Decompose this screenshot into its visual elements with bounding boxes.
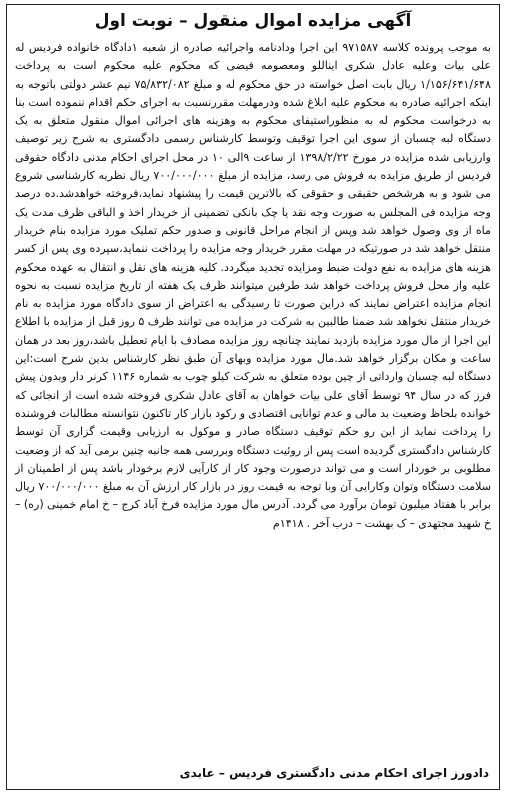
notice-signature: دادورز اجرای احکام مدنی دادگستری فردیس – عابدی — [179, 766, 489, 780]
notice-title: آگهی مزایده اموال منقول – نوبت اول — [94, 11, 412, 31]
notice-body: به موجب پرونده کلاسه ۹۷۱۵۸۷ این اجرا ودادنامه واجرائیه صادره از شعبه ۱دادگاه خانواده فردیس له علی بیات وعلیه عادل شکری ایناللو ومعصومه فیضی که محکوم علیه محکوم است به پرداخت ۱/۱۵۶/۶۴۱/۶۴۸ ریال بابت اصل خواسته در حق محکوم له و مبلغ ۷۵/۸۳۲/۰۸۲ نیم عشر دولتی باتوجه به اینکه اجرائیه صادره به محکوم علیه ابلاغ شده ودرمهلت مقررنسبت به اجرای حکم اقدام ننموده است بنا به درخواست محکوم له به منظوراستیفای محکوم به وهزینه های اجرائی اموال منقول متعلق به یک دستگاه لبه چسبان از سوی این اجرا توقیف وتوسط کارشناس رسمی دادگستری به شرح زیر توصیف وارزیابی شده مزایده در مورخ ۱۳۹۸/۲/۲۲ از ساعت ۹الی ۱۰ در محل اجرای احکام مدنی دادگاه حقوقی فردیس از طریق مزایده به فروش می رسد، مزایده از مبلغ ۷۰۰/۰۰۰/۰۰۰ ریال نظریه کارشناسی شروع می شود و به هرشخص حقیقی و حقوقی که بالاترین قیمت را پیشنهاد نماید،فروخته خواهدشد.ده درصد وجه مزایده فی المجلس به صورت وجه نقد یا چک بانکی تضمینی از خریدار اخذ و الباقی ظرف مدت یک ماه از وی وصول خواهد شد وپس از انجام مراحل قانونی و صدور حکم تملیک مورد مزایده بنام خریدار منتقل خواهد شد در صورتیکه در مهلت مقرر خریدار وجه مزایده را پرداخت ننماید،سپرده وی پس از کسر هزینه های مزایده به نفع دولت ضبط ومزایده تجدید میگردد. کلیه هزینه های نقل و انتقال به عهده محکوم علیه واز محل فروش پرداخت خواهد شد طرفین میتوانند ظرف یک هفته از تاریخ مزایده نسبت به نحوه انجام مزایده اعتراض نمایند که دراین صورت تا رسیدگی به اعتراض از سوی دادگاه مورد مزایده به نام خریدار منتقل نخواهد شد ضمنا طالبین به شرکت در مزایده می توانند ظرف ۵ روز قبل از مزایده با اطلاع این اجرا از مال مورد مزایده بازدید نمایند چنانچه روز مزایده مصادف با ایام تعطیل باشد،روز بعد در همان ساعت و مکان برگزار خواهد شد.مال مورد مزایده وبهای آن طبق نظر کارشناس بدین شرح است:این دستگاه لبه چسبان وارداتی از چین بوده متعلق به شرکت کیلو چوب به شماره ۱۱۴۶ کرنر دار وبدون پیش فرز که در سال ۹۴ توسط آقای علی بیات خواهان به آقای عادل شکری فروخته شده است از انجائی که خوانده بلحاظ وضعیت بد مالی و عدم توانایی اقتصادی و رکود بازار کار تاکنون نتوانسته مطالبات فروشنده را پرداخت نماید از این رو حکم توقیف دستگاه صادر و موکول به ارزیابی وقیمت گزاری آن توسط کارشناس دادگستری گردیده است پس از روئیت دستگاه وبررسی همه جانبه چنین برمی آید که از وضعیت مطلوبی بر خوردار است و می تواند درصورت وجود کار از کارآیی لازم برخودار باشد پس از اطمینان از سلامت دستگاه وتوان وکارایی آن وبا توجه به قیمت روز در بازار کار ارزش آن به مبلغ ۷۰۰/۰۰۰/۰۰۰ ریال برابر با هفتاد میلیون تومان برآورد می گردد. آدرس مال مورد مزایده فرخ آباد کرج – خ امام خمینی (ره) – خ شهید مجتهدی – ک بهشت – درب آخر . ۱۴۱۸م — [15, 41, 492, 530]
notice-frame — [6, 4, 500, 790]
